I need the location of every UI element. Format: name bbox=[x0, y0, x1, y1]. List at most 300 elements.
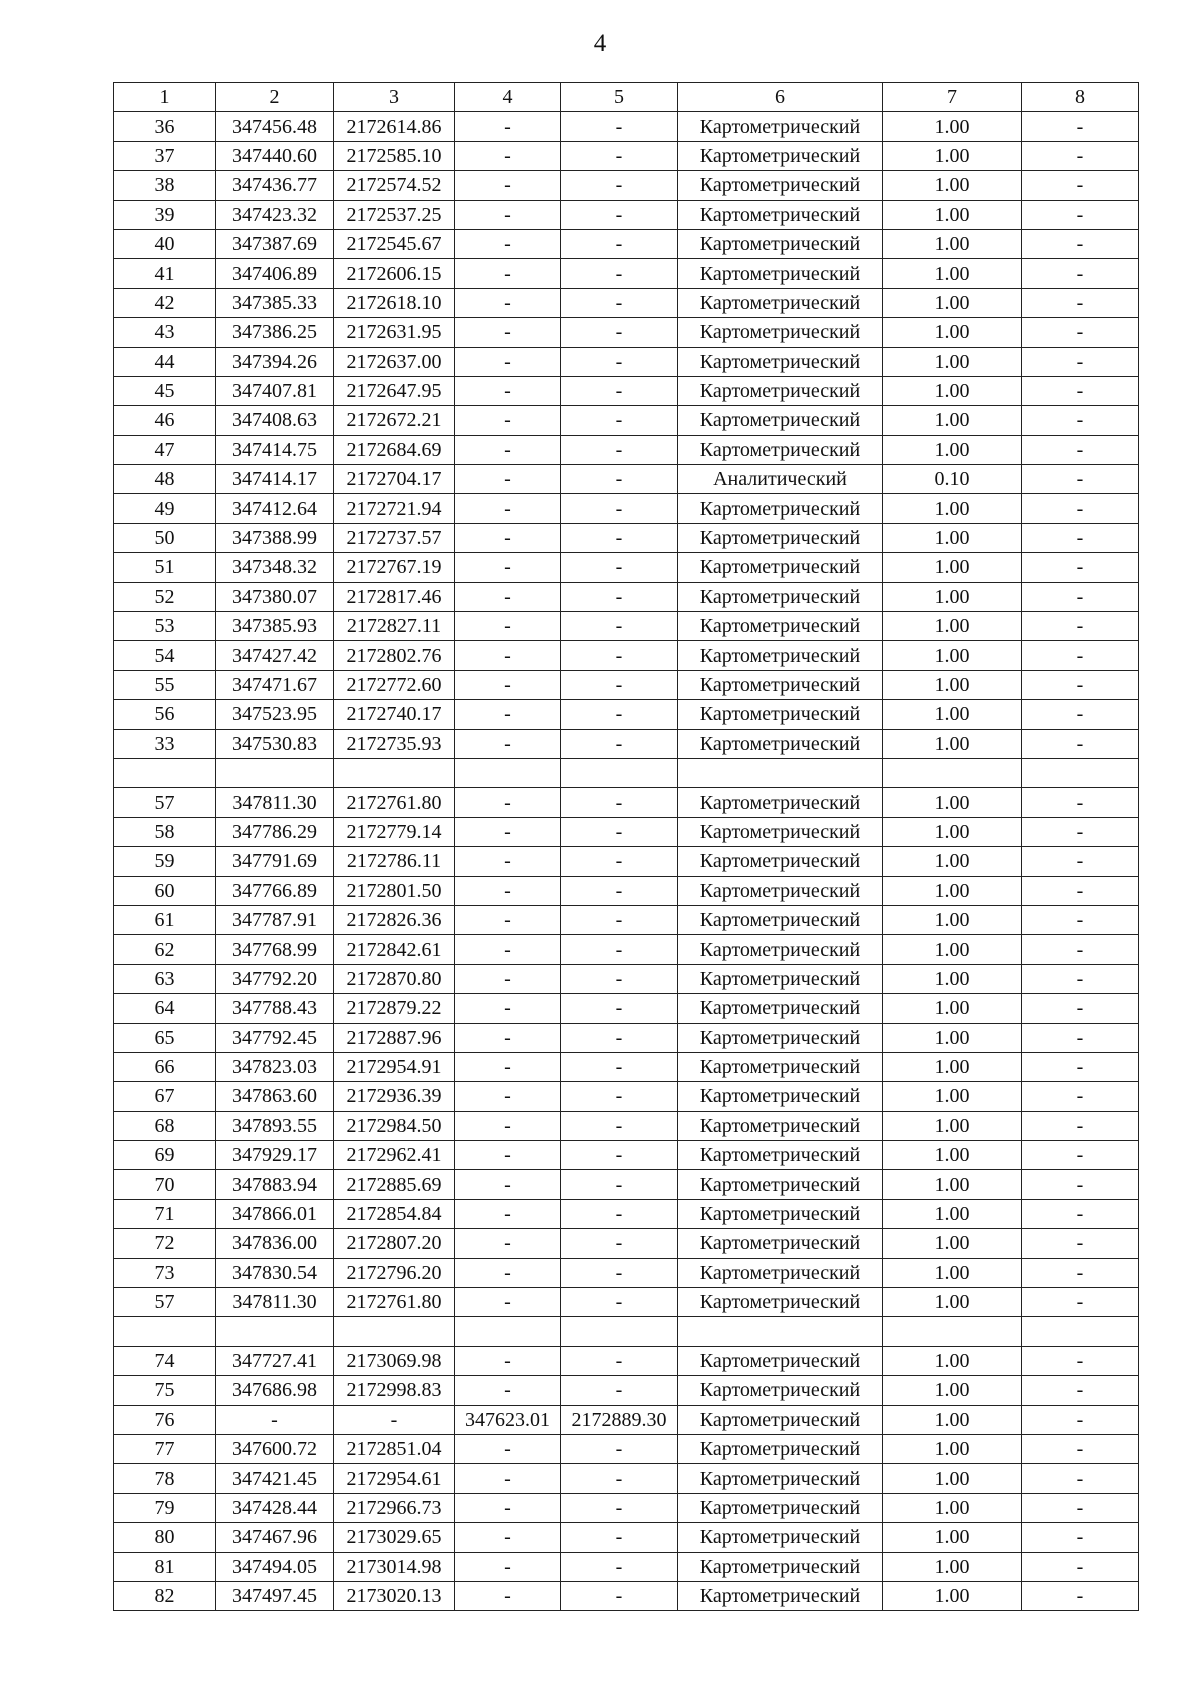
y-new-cell: - bbox=[561, 670, 678, 699]
x-coordinate-cell bbox=[216, 1317, 334, 1346]
y-new-cell: - bbox=[561, 1111, 678, 1140]
method-cell: Картометрический bbox=[678, 1082, 883, 1111]
y-new-cell: - bbox=[561, 141, 678, 170]
accuracy-cell: 1.00 bbox=[883, 1464, 1022, 1493]
accuracy-cell: 1.00 bbox=[883, 1434, 1022, 1463]
point-number-cell bbox=[114, 1317, 216, 1346]
x-new-cell bbox=[455, 758, 561, 787]
table-row bbox=[114, 523, 1139, 552]
column-header: 4 bbox=[455, 83, 561, 112]
accuracy-cell: 1.00 bbox=[883, 788, 1022, 817]
method-cell: Картометрический bbox=[678, 1023, 883, 1052]
y-coordinate-cell: 2172954.61 bbox=[334, 1464, 455, 1493]
y-new-cell: - bbox=[561, 1493, 678, 1522]
accuracy-cell: 1.00 bbox=[883, 1493, 1022, 1522]
y-new-cell: - bbox=[561, 935, 678, 964]
method-cell: Картометрический bbox=[678, 994, 883, 1023]
table-row bbox=[114, 1052, 1139, 1081]
accuracy-cell: 1.00 bbox=[883, 964, 1022, 993]
accuracy-cell: 1.00 bbox=[883, 582, 1022, 611]
accuracy-cell: 1.00 bbox=[883, 229, 1022, 258]
point-number-cell: 33 bbox=[114, 729, 216, 758]
note-cell: - bbox=[1022, 1581, 1139, 1610]
point-number-cell: 65 bbox=[114, 1023, 216, 1052]
table-row bbox=[114, 1199, 1139, 1228]
x-coordinate-cell: 347428.44 bbox=[216, 1493, 334, 1522]
separator-row bbox=[114, 1317, 1139, 1346]
y-coordinate-cell: 2172585.10 bbox=[334, 141, 455, 170]
y-new-cell: - bbox=[561, 465, 678, 494]
y-new-cell: - bbox=[561, 1464, 678, 1493]
point-number-cell: 51 bbox=[114, 553, 216, 582]
x-coordinate-cell: 347768.99 bbox=[216, 935, 334, 964]
point-number-cell: 56 bbox=[114, 700, 216, 729]
x-new-cell bbox=[455, 1317, 561, 1346]
accuracy-cell: 1.00 bbox=[883, 112, 1022, 141]
point-number-cell: 76 bbox=[114, 1405, 216, 1434]
y-new-cell: - bbox=[561, 582, 678, 611]
x-coordinate-cell: 347440.60 bbox=[216, 141, 334, 170]
x-coordinate-cell: 347786.29 bbox=[216, 817, 334, 846]
method-cell: Картометрический bbox=[678, 1523, 883, 1552]
y-coordinate-cell: 2172807.20 bbox=[334, 1229, 455, 1258]
method-cell: Картометрический bbox=[678, 729, 883, 758]
x-coordinate-cell: 347388.99 bbox=[216, 523, 334, 552]
x-coordinate-cell: 347787.91 bbox=[216, 905, 334, 934]
table-row bbox=[114, 847, 1139, 876]
y-coordinate-cell: 2172962.41 bbox=[334, 1141, 455, 1170]
note-cell: - bbox=[1022, 1288, 1139, 1317]
column-header: 6 bbox=[678, 83, 883, 112]
point-number-cell: 64 bbox=[114, 994, 216, 1023]
y-new-cell: - bbox=[561, 229, 678, 258]
method-cell: Картометрический bbox=[678, 1052, 883, 1081]
x-coordinate-cell: 347523.95 bbox=[216, 700, 334, 729]
method-cell: Картометрический bbox=[678, 1464, 883, 1493]
y-new-cell: - bbox=[561, 494, 678, 523]
note-cell: - bbox=[1022, 964, 1139, 993]
table-row bbox=[114, 964, 1139, 993]
table-row bbox=[114, 1434, 1139, 1463]
point-number-cell: 66 bbox=[114, 1052, 216, 1081]
note-cell: - bbox=[1022, 229, 1139, 258]
y-new-cell: - bbox=[561, 1552, 678, 1581]
accuracy-cell: 1.00 bbox=[883, 817, 1022, 846]
y-new-cell: - bbox=[561, 905, 678, 934]
point-number-cell: 38 bbox=[114, 171, 216, 200]
x-new-cell: - bbox=[455, 641, 561, 670]
note-cell: - bbox=[1022, 582, 1139, 611]
y-new-cell: - bbox=[561, 1199, 678, 1228]
column-header: 8 bbox=[1022, 83, 1139, 112]
note-cell: - bbox=[1022, 729, 1139, 758]
method-cell: Картометрический bbox=[678, 1405, 883, 1434]
note-cell: - bbox=[1022, 1523, 1139, 1552]
x-new-cell: - bbox=[455, 1111, 561, 1140]
note-cell: - bbox=[1022, 435, 1139, 464]
y-coordinate-cell: 2173014.98 bbox=[334, 1552, 455, 1581]
point-number-cell: 57 bbox=[114, 1288, 216, 1317]
y-new-cell: - bbox=[561, 406, 678, 435]
x-new-cell: - bbox=[455, 1170, 561, 1199]
accuracy-cell: 1.00 bbox=[883, 523, 1022, 552]
accuracy-cell: 1.00 bbox=[883, 670, 1022, 699]
x-coordinate-cell: 347929.17 bbox=[216, 1141, 334, 1170]
note-cell: - bbox=[1022, 905, 1139, 934]
note-cell: - bbox=[1022, 318, 1139, 347]
note-cell: - bbox=[1022, 1405, 1139, 1434]
y-coordinate-cell: 2172614.86 bbox=[334, 112, 455, 141]
x-coordinate-cell: 347766.89 bbox=[216, 876, 334, 905]
y-new-cell bbox=[561, 758, 678, 787]
point-number-cell: 36 bbox=[114, 112, 216, 141]
note-cell: - bbox=[1022, 465, 1139, 494]
column-header: 2 bbox=[216, 83, 334, 112]
x-coordinate-cell: 347788.43 bbox=[216, 994, 334, 1023]
x-coordinate-cell: 347427.42 bbox=[216, 641, 334, 670]
table-row bbox=[114, 1376, 1139, 1405]
x-coordinate-cell: 347866.01 bbox=[216, 1199, 334, 1228]
table-row bbox=[114, 700, 1139, 729]
x-coordinate-cell: 347823.03 bbox=[216, 1052, 334, 1081]
x-new-cell: - bbox=[455, 376, 561, 405]
x-new-cell: - bbox=[455, 229, 561, 258]
method-cell: Картометрический bbox=[678, 141, 883, 170]
note-cell: - bbox=[1022, 1493, 1139, 1522]
method-cell: Картометрический bbox=[678, 347, 883, 376]
point-number-cell: 67 bbox=[114, 1082, 216, 1111]
page-number: 4 bbox=[593, 30, 607, 57]
column-header: 5 bbox=[561, 83, 678, 112]
accuracy-cell: 0.10 bbox=[883, 465, 1022, 494]
table-header bbox=[114, 83, 1139, 112]
method-cell: Картометрический bbox=[678, 1552, 883, 1581]
accuracy-cell: 1.00 bbox=[883, 1346, 1022, 1375]
x-new-cell: - bbox=[455, 1434, 561, 1463]
y-coordinate-cell: 2172966.73 bbox=[334, 1493, 455, 1522]
point-number-cell: 82 bbox=[114, 1581, 216, 1610]
point-number-cell: 77 bbox=[114, 1434, 216, 1463]
point-number-cell: 78 bbox=[114, 1464, 216, 1493]
table-row bbox=[114, 1082, 1139, 1111]
x-coordinate-cell: 347423.32 bbox=[216, 200, 334, 229]
x-coordinate-cell: 347600.72 bbox=[216, 1434, 334, 1463]
y-coordinate-cell: 2172786.11 bbox=[334, 847, 455, 876]
y-coordinate-cell: 2172618.10 bbox=[334, 288, 455, 317]
x-new-cell: - bbox=[455, 1052, 561, 1081]
table-row bbox=[114, 553, 1139, 582]
accuracy-cell: 1.00 bbox=[883, 1052, 1022, 1081]
table-row bbox=[114, 1288, 1139, 1317]
separator-row bbox=[114, 758, 1139, 787]
note-cell: - bbox=[1022, 200, 1139, 229]
accuracy-cell: 1.00 bbox=[883, 141, 1022, 170]
table-row bbox=[114, 1170, 1139, 1199]
x-new-cell: 347623.01 bbox=[455, 1405, 561, 1434]
accuracy-cell: 1.00 bbox=[883, 347, 1022, 376]
point-number-cell: 41 bbox=[114, 259, 216, 288]
x-coordinate-cell: 347406.89 bbox=[216, 259, 334, 288]
x-new-cell: - bbox=[455, 876, 561, 905]
table-row bbox=[114, 788, 1139, 817]
method-cell: Картометрический bbox=[678, 935, 883, 964]
note-cell: - bbox=[1022, 1082, 1139, 1111]
point-number-cell: 44 bbox=[114, 347, 216, 376]
x-coordinate-cell: 347385.93 bbox=[216, 612, 334, 641]
method-cell: Картометрический bbox=[678, 1111, 883, 1140]
y-coordinate-cell: - bbox=[334, 1405, 455, 1434]
x-new-cell: - bbox=[455, 582, 561, 611]
point-number-cell: 73 bbox=[114, 1258, 216, 1287]
table-row bbox=[114, 171, 1139, 200]
table-row bbox=[114, 1464, 1139, 1493]
table-row bbox=[114, 612, 1139, 641]
point-number-cell: 80 bbox=[114, 1523, 216, 1552]
y-new-cell: - bbox=[561, 876, 678, 905]
point-number-cell: 46 bbox=[114, 406, 216, 435]
method-cell: Картометрический bbox=[678, 523, 883, 552]
table-body bbox=[114, 112, 1139, 1611]
x-new-cell: - bbox=[455, 1288, 561, 1317]
method-cell: Картометрический bbox=[678, 553, 883, 582]
x-coordinate-cell: 347380.07 bbox=[216, 582, 334, 611]
x-new-cell: - bbox=[455, 1023, 561, 1052]
y-new-cell: - bbox=[561, 1523, 678, 1552]
note-cell: - bbox=[1022, 259, 1139, 288]
point-number-cell: 58 bbox=[114, 817, 216, 846]
x-new-cell: - bbox=[455, 994, 561, 1023]
table-row bbox=[114, 582, 1139, 611]
y-coordinate-cell: 2172606.15 bbox=[334, 259, 455, 288]
accuracy-cell: 1.00 bbox=[883, 612, 1022, 641]
y-new-cell: - bbox=[561, 788, 678, 817]
accuracy-cell: 1.00 bbox=[883, 847, 1022, 876]
accuracy-cell: 1.00 bbox=[883, 259, 1022, 288]
accuracy-cell bbox=[883, 1317, 1022, 1346]
point-number-cell: 70 bbox=[114, 1170, 216, 1199]
point-number-cell: 59 bbox=[114, 847, 216, 876]
x-new-cell: - bbox=[455, 935, 561, 964]
method-cell: Картометрический bbox=[678, 1229, 883, 1258]
method-cell: Картометрический bbox=[678, 641, 883, 670]
point-number-cell: 39 bbox=[114, 200, 216, 229]
x-new-cell: - bbox=[455, 905, 561, 934]
y-coordinate-cell: 2172827.11 bbox=[334, 612, 455, 641]
y-coordinate-cell: 2172802.76 bbox=[334, 641, 455, 670]
table-row bbox=[114, 1581, 1139, 1610]
x-new-cell: - bbox=[455, 847, 561, 876]
y-coordinate-cell: 2172704.17 bbox=[334, 465, 455, 494]
note-cell: - bbox=[1022, 670, 1139, 699]
y-new-cell: - bbox=[561, 729, 678, 758]
y-new-cell: - bbox=[561, 964, 678, 993]
y-coordinate-cell: 2172647.95 bbox=[334, 376, 455, 405]
y-new-cell: - bbox=[561, 994, 678, 1023]
method-cell: Картометрический bbox=[678, 112, 883, 141]
method-cell: Картометрический bbox=[678, 1170, 883, 1199]
note-cell bbox=[1022, 758, 1139, 787]
y-new-cell: - bbox=[561, 1346, 678, 1375]
table-row bbox=[114, 1346, 1139, 1375]
x-coordinate-cell: 347348.32 bbox=[216, 553, 334, 582]
table-row bbox=[114, 141, 1139, 170]
x-coordinate-cell: 347811.30 bbox=[216, 788, 334, 817]
note-cell: - bbox=[1022, 406, 1139, 435]
y-coordinate-cell: 2172637.00 bbox=[334, 347, 455, 376]
note-cell: - bbox=[1022, 994, 1139, 1023]
point-number-cell: 52 bbox=[114, 582, 216, 611]
y-coordinate-cell: 2172761.80 bbox=[334, 788, 455, 817]
method-cell: Картометрический bbox=[678, 435, 883, 464]
point-number-cell: 75 bbox=[114, 1376, 216, 1405]
method-cell: Картометрический bbox=[678, 847, 883, 876]
x-coordinate-cell: 347414.75 bbox=[216, 435, 334, 464]
note-cell: - bbox=[1022, 1346, 1139, 1375]
table-row bbox=[114, 288, 1139, 317]
note-cell: - bbox=[1022, 788, 1139, 817]
point-number-cell: 54 bbox=[114, 641, 216, 670]
note-cell: - bbox=[1022, 817, 1139, 846]
x-coordinate-cell: 347394.26 bbox=[216, 347, 334, 376]
point-number-cell: 63 bbox=[114, 964, 216, 993]
table-row bbox=[114, 435, 1139, 464]
x-new-cell: - bbox=[455, 1552, 561, 1581]
x-coordinate-cell: 347407.81 bbox=[216, 376, 334, 405]
y-new-cell: - bbox=[561, 817, 678, 846]
note-cell: - bbox=[1022, 1376, 1139, 1405]
table-row bbox=[114, 112, 1139, 141]
note-cell: - bbox=[1022, 1170, 1139, 1199]
y-new-cell: - bbox=[561, 347, 678, 376]
accuracy-cell: 1.00 bbox=[883, 1288, 1022, 1317]
table-row bbox=[114, 1552, 1139, 1581]
note-cell bbox=[1022, 1317, 1139, 1346]
y-coordinate-cell: 2172574.52 bbox=[334, 171, 455, 200]
note-cell: - bbox=[1022, 288, 1139, 317]
note-cell: - bbox=[1022, 376, 1139, 405]
x-coordinate-cell: 347686.98 bbox=[216, 1376, 334, 1405]
x-new-cell: - bbox=[455, 171, 561, 200]
y-coordinate-cell: 2172737.57 bbox=[334, 523, 455, 552]
accuracy-cell: 1.00 bbox=[883, 994, 1022, 1023]
method-cell: Картометрический bbox=[678, 376, 883, 405]
table-row bbox=[114, 935, 1139, 964]
x-coordinate-cell: 347497.45 bbox=[216, 1581, 334, 1610]
table-row bbox=[114, 1523, 1139, 1552]
method-cell: Картометрический bbox=[678, 1493, 883, 1522]
method-cell: Картометрический bbox=[678, 200, 883, 229]
note-cell: - bbox=[1022, 1434, 1139, 1463]
y-coordinate-cell: 2172887.96 bbox=[334, 1023, 455, 1052]
note-cell: - bbox=[1022, 1258, 1139, 1287]
table-row bbox=[114, 1405, 1139, 1434]
table-row bbox=[114, 994, 1139, 1023]
x-new-cell: - bbox=[455, 406, 561, 435]
y-new-cell bbox=[561, 1317, 678, 1346]
y-new-cell: - bbox=[561, 847, 678, 876]
accuracy-cell: 1.00 bbox=[883, 1229, 1022, 1258]
accuracy-cell bbox=[883, 758, 1022, 787]
table-row bbox=[114, 229, 1139, 258]
column-header: 1 bbox=[114, 83, 216, 112]
point-number-cell: 72 bbox=[114, 1229, 216, 1258]
accuracy-cell: 1.00 bbox=[883, 1523, 1022, 1552]
x-coordinate-cell: 347456.48 bbox=[216, 112, 334, 141]
point-number-cell: 74 bbox=[114, 1346, 216, 1375]
accuracy-cell: 1.00 bbox=[883, 1111, 1022, 1140]
table-row bbox=[114, 876, 1139, 905]
point-number-cell: 37 bbox=[114, 141, 216, 170]
column-header: 3 bbox=[334, 83, 455, 112]
y-coordinate-cell: 2172801.50 bbox=[334, 876, 455, 905]
table-row bbox=[114, 347, 1139, 376]
y-new-cell: - bbox=[561, 1288, 678, 1317]
y-new-cell: - bbox=[561, 1023, 678, 1052]
x-new-cell: - bbox=[455, 553, 561, 582]
accuracy-cell: 1.00 bbox=[883, 318, 1022, 347]
method-cell: Картометрический bbox=[678, 259, 883, 288]
x-new-cell: - bbox=[455, 1376, 561, 1405]
y-new-cell: - bbox=[561, 318, 678, 347]
y-new-cell: - bbox=[561, 1170, 678, 1199]
y-coordinate-cell: 2172854.84 bbox=[334, 1199, 455, 1228]
method-cell bbox=[678, 758, 883, 787]
table-row bbox=[114, 905, 1139, 934]
point-number-cell: 61 bbox=[114, 905, 216, 934]
y-coordinate-cell: 2172772.60 bbox=[334, 670, 455, 699]
x-coordinate-cell: 347467.96 bbox=[216, 1523, 334, 1552]
point-number-cell: 48 bbox=[114, 465, 216, 494]
y-new-cell: - bbox=[561, 612, 678, 641]
y-coordinate-cell: 2172631.95 bbox=[334, 318, 455, 347]
method-cell: Картометрический bbox=[678, 171, 883, 200]
point-number-cell: 60 bbox=[114, 876, 216, 905]
note-cell: - bbox=[1022, 494, 1139, 523]
point-number-cell: 50 bbox=[114, 523, 216, 552]
note-cell: - bbox=[1022, 1111, 1139, 1140]
table-row bbox=[114, 200, 1139, 229]
y-coordinate-cell: 2173029.65 bbox=[334, 1523, 455, 1552]
x-new-cell: - bbox=[455, 1493, 561, 1522]
y-coordinate-cell: 2172870.80 bbox=[334, 964, 455, 993]
y-new-cell: - bbox=[561, 112, 678, 141]
x-coordinate-cell: 347727.41 bbox=[216, 1346, 334, 1375]
table-row bbox=[114, 1229, 1139, 1258]
accuracy-cell: 1.00 bbox=[883, 700, 1022, 729]
table-row bbox=[114, 376, 1139, 405]
x-new-cell: - bbox=[455, 318, 561, 347]
x-new-cell: - bbox=[455, 1581, 561, 1610]
x-coordinate-cell: 347883.94 bbox=[216, 1170, 334, 1199]
y-coordinate-cell: 2172779.14 bbox=[334, 817, 455, 846]
method-cell: Картометрический bbox=[678, 788, 883, 817]
y-new-cell: - bbox=[561, 259, 678, 288]
note-cell: - bbox=[1022, 553, 1139, 582]
x-coordinate-cell: 347387.69 bbox=[216, 229, 334, 258]
point-number-cell: 57 bbox=[114, 788, 216, 817]
accuracy-cell: 1.00 bbox=[883, 171, 1022, 200]
x-new-cell: - bbox=[455, 1229, 561, 1258]
x-new-cell: - bbox=[455, 259, 561, 288]
y-new-cell: - bbox=[561, 1434, 678, 1463]
x-new-cell: - bbox=[455, 1199, 561, 1228]
method-cell: Картометрический bbox=[678, 494, 883, 523]
y-coordinate-cell: 2172817.46 bbox=[334, 582, 455, 611]
method-cell: Картометрический bbox=[678, 876, 883, 905]
y-new-cell: - bbox=[561, 1229, 678, 1258]
x-new-cell: - bbox=[455, 700, 561, 729]
x-new-cell: - bbox=[455, 200, 561, 229]
